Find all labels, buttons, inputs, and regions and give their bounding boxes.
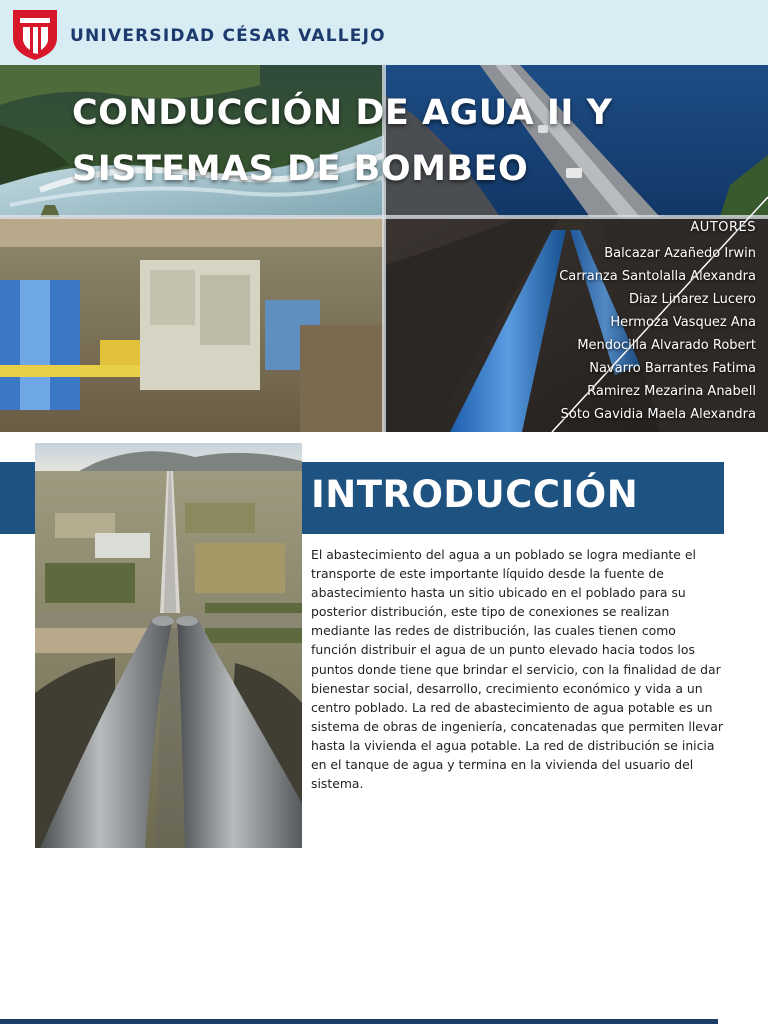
author-item: Soto Gavidia Maela Alexandra <box>560 407 756 422</box>
pipeline-photo <box>35 443 302 848</box>
author-item: Hermoza Vasquez Ana <box>610 315 756 330</box>
university-logo-icon <box>11 8 59 61</box>
author-item: Navarro Barrantes Fatima <box>589 361 756 376</box>
author-item: Carranza Santolalla Alexandra <box>559 269 756 284</box>
section-heading: INTRODUCCIÓN <box>311 473 639 516</box>
author-item: Ramirez Mezarina Anabell <box>587 384 756 399</box>
author-item: Diaz Linarez Lucero <box>628 292 756 307</box>
hero-collage <box>0 65 768 432</box>
university-name: UNIVERSIDAD CÉSAR VALLEJO <box>70 26 386 46</box>
header-bar <box>0 0 768 65</box>
document-title: CONDUCCIÓN DE AGUA II Y SISTEMAS DE BOMBEO <box>72 93 613 189</box>
author-item: Mendocilla Alvarado Robert <box>577 338 756 353</box>
introduction-paragraph: El abastecimiento del agua a un poblado se logra mediante el transporte de este importante líquido desde la fuente de abastecimiento hasta un sitio ubicado en el poblado para su posterior distribución, este tipo de conexiones se realizan mediante las redes de distribución, las cuales tienen como función distribuir el agua de un punto elevado hacia todos los puntos donde tiene que brindar el servicio, con la finalidad de dar bienestar social, desarrollo, crecimiento económico y vida a un centro poblado. La red de abastecimiento de agua potable es un sistema de obras de ingeniería, concatenadas que permiten llevar hasta la vivienda el agua potable. La red de distribución se inicia en el tanque de agua y termina en la vivienda del usuario del sistema. <box>311 547 723 792</box>
authors-list <box>559 220 756 426</box>
accent-band-left <box>0 462 36 534</box>
authors-heading: AUTORES <box>690 220 756 235</box>
footer-rule <box>0 1019 718 1024</box>
author-item: Balcazar Azañedo Irwin <box>604 246 756 261</box>
